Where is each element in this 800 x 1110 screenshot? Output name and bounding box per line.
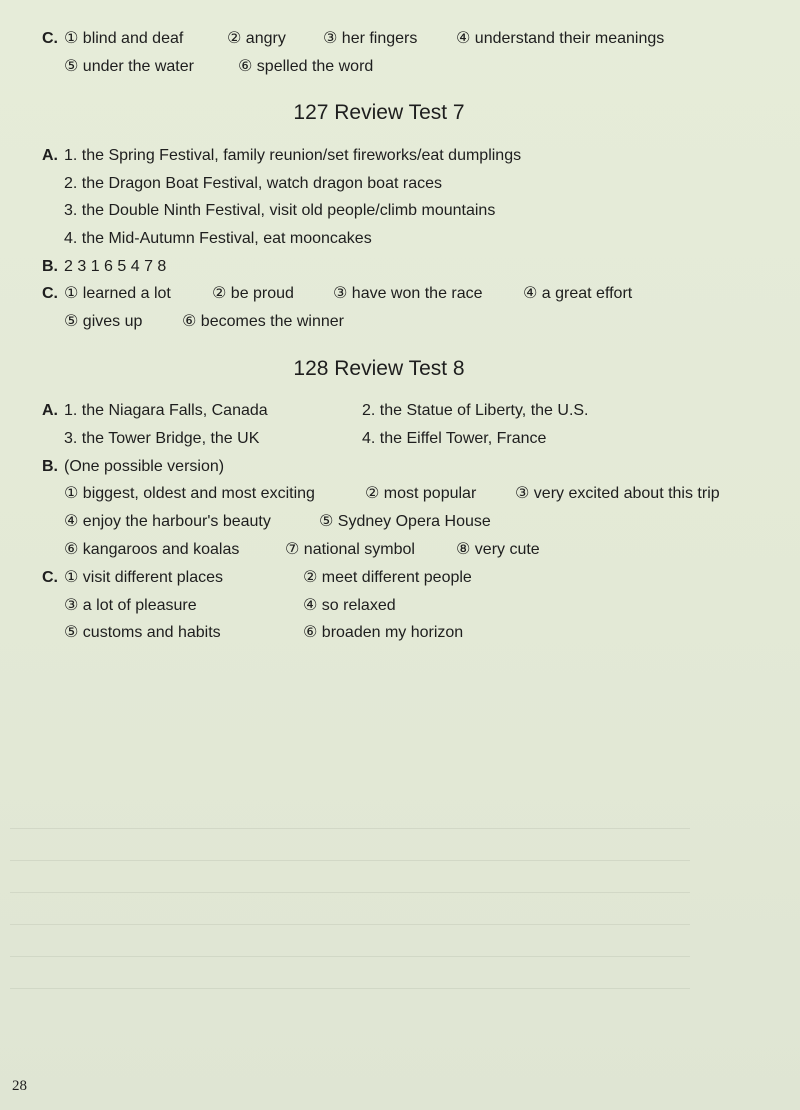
section-label: C.	[42, 30, 58, 47]
answer-item: 1. the Niagara Falls, Canada	[64, 402, 268, 419]
section-label: B.	[42, 258, 58, 275]
answer-item: 2. the Dragon Boat Festival, watch dragon boat races	[64, 175, 442, 192]
answer-item: ③ have won the race	[333, 285, 483, 302]
answer-item: ⑦ national symbol	[285, 541, 415, 558]
section-label: C.	[42, 285, 58, 302]
page-number: 28	[12, 1078, 27, 1094]
answer-item: ④ so relaxed	[303, 597, 396, 614]
answer-item: ③ very excited about this trip	[515, 485, 720, 502]
answer-item: ⑥ kangaroos and koalas	[64, 541, 240, 558]
answer-item: ⑤ under the water	[64, 58, 194, 75]
answer-item: ③ a lot of pleasure	[64, 597, 197, 614]
answer-item: 2 3 1 6 5 4 7 8	[64, 258, 167, 275]
answer-item: ② meet different people	[303, 569, 472, 586]
answer-item: 4. the Eiffel Tower, France	[362, 430, 547, 447]
section-label: B.	[42, 458, 58, 475]
answer-item: ⑤ gives up	[64, 313, 143, 330]
test-7-title: 127 Review Test 7	[293, 101, 465, 124]
answer-item: 3. the Double Ninth Festival, visit old people/climb mountains	[64, 202, 496, 219]
answer-item: ⑥ becomes the winner	[182, 313, 344, 330]
answer-item: 4. the Mid-Autumn Festival, eat mooncakes	[64, 230, 372, 247]
answer-item: ① visit different places	[64, 569, 224, 586]
answer-item: 3. the Tower Bridge, the UK	[64, 430, 260, 447]
answer-item: ② angry	[227, 30, 286, 47]
section-label: C.	[42, 569, 58, 586]
answer-item: ① blind and deaf	[64, 30, 184, 47]
answer-item: ⑤ customs and habits	[64, 624, 221, 641]
answer-item: ④ enjoy the harbour's beauty	[64, 513, 271, 530]
answer-item: ② be proud	[212, 285, 294, 302]
section-label: A.	[42, 402, 58, 419]
answer-item: ③ her fingers	[323, 30, 418, 47]
answer-item: ④ a great effort	[523, 285, 633, 302]
answer-item: ⑧ very cute	[456, 541, 540, 558]
answer-item: 1. the Spring Festival, family reunion/set fireworks/eat dumplings	[64, 147, 522, 164]
answer-item: ⑤ Sydney Opera House	[319, 513, 491, 530]
answer-item: ④ understand their meanings	[456, 30, 665, 47]
answer-item: ② most popular	[365, 485, 477, 502]
bleed-through-table	[10, 828, 690, 1016]
test-8-title: 128 Review Test 8	[293, 357, 465, 380]
answer-item: ⑥ spelled the word	[238, 58, 374, 75]
answer-item: ⑥ broaden my horizon	[303, 624, 464, 641]
answer-item: 2. the Statue of Liberty, the U.S.	[362, 402, 589, 419]
section-label: A.	[42, 147, 58, 164]
answer-item: ① biggest, oldest and most exciting	[64, 485, 315, 502]
answer-note: (One possible version)	[64, 458, 225, 475]
answer-item: ① learned a lot	[64, 285, 171, 302]
